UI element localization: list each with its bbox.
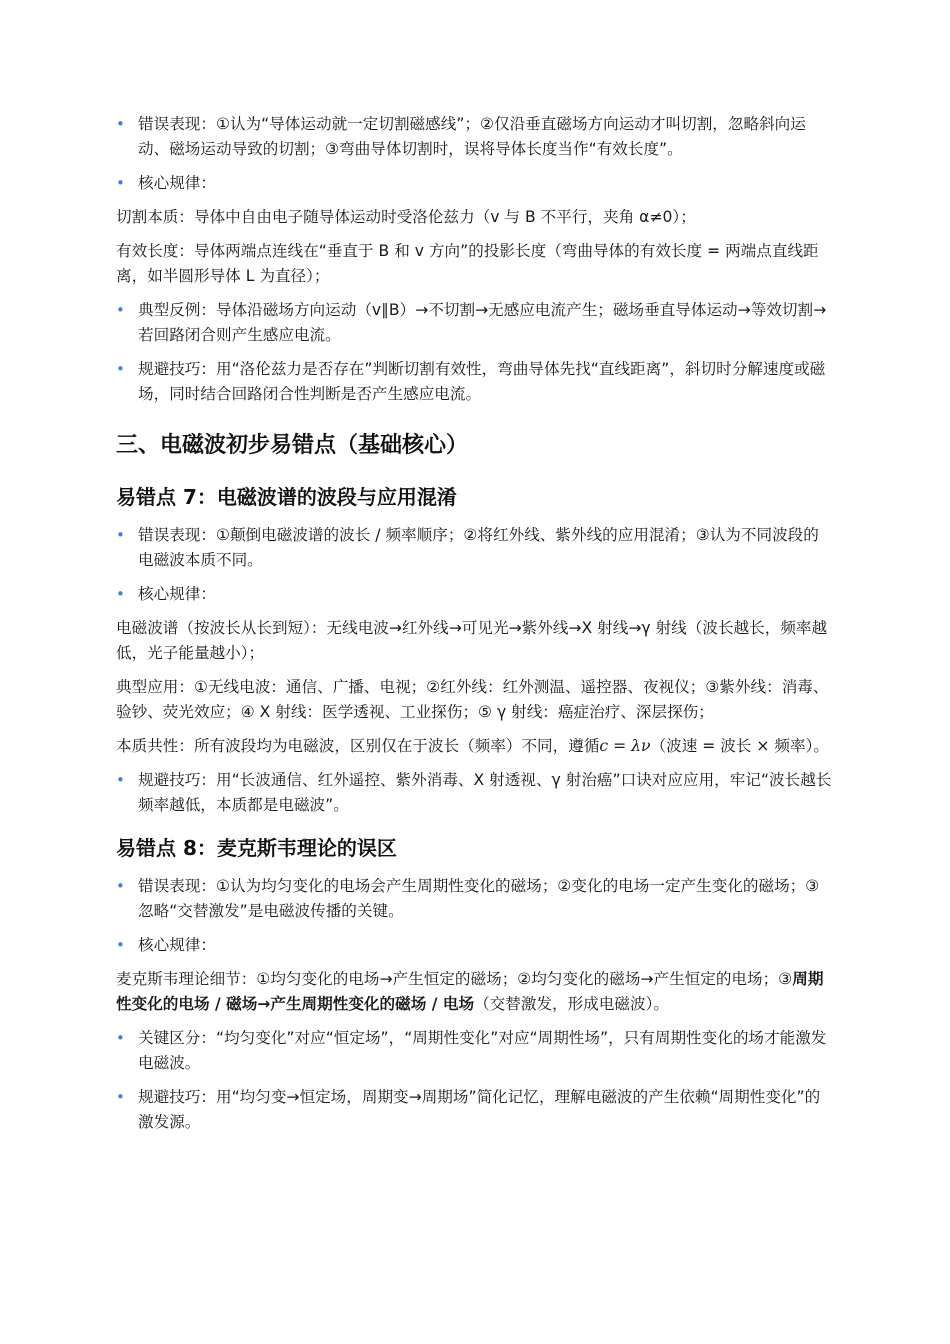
- list-item-error-manifestation: • 错误表现：①认为均匀变化的电场会产生周期性变化的磁场；②变化的电场一定产生变化的磁场；③忽略“交替激发”是电磁波传播的关键。: [116, 874, 834, 924]
- bold-text-segment: 周期性变化的电场 / 磁场→产生周期性变化的磁场 / 电场: [116, 970, 824, 1013]
- subheading-point-7: 易错点 7：电磁波谱的波段与应用混淆: [116, 485, 457, 509]
- list-item-error-manifestation: • 错误表现：①颠倒电磁波谱的波长 / 频率顺序；②将红外线、紫外线的应用混淆；③认为不同波段的电磁波本质不同。: [116, 523, 834, 573]
- list-item-counterexample: • 典型反例：导体沿磁场方向运动（v∥B）→不切割→无感应电流产生；磁场垂直导体运动→等效切割→若回路闭合则产生感应电流。: [116, 298, 834, 348]
- paragraph-effective-length: 有效长度：导体两端点连线在“垂直于 B 和 v 方向”的投影长度（弯曲导体的有效长度 = 两端点直线距离，如半圆形导体 L 为直径）；: [116, 242, 819, 285]
- paragraph-cutting-essence: 切割本质：导体中自由电子随导体运动时受洛伦兹力（v 与 B 不平行，夹角 α≠0）；: [116, 208, 696, 226]
- paragraph-typical-applications: 典型应用：①无线电波：通信、广播、电视；②红外线：红外测温、遥控器、夜视仪；③紫外线：消毒、验钞、荧光效应；④ X 射线：医学透视、工业探伤；⑤ γ 射线：癌症治疗、深层探伤；: [116, 678, 829, 721]
- text-segment: 本质共性：所有波段均为电磁波，区别仅在于波长（频率）不同，遵循: [116, 737, 600, 755]
- section-heading-em-waves: 三、电磁波初步易错点（基础核心）: [116, 433, 469, 458]
- paragraph-em-spectrum: 电磁波谱（按波长从长到短）：无线电波→红外线→可见光→紫外线→X 射线→γ 射线（波长越长，频率越低，光子能量越小）；: [116, 619, 828, 662]
- text-segment: （交替激发，形成电磁波）。: [474, 995, 669, 1013]
- subheading-point-8: 易错点 8：麦克斯韦理论的误区: [116, 836, 397, 860]
- list-item-core-rule: • 核心规律：: [116, 933, 834, 958]
- list-item-error-manifestation: • 错误表现：①认为“导体运动就一定切割磁感线”；②仅沿垂直磁场方向运动才叫切割，忽略斜向运动、磁场运动导致的切割；③弯曲导体切割时，误将导体长度当作“有效长度”。: [116, 112, 834, 162]
- list-item-avoidance-tip: • 规避技巧：用“均匀变→恒定场，周期变→周期场”简化记忆，理解电磁波的产生依赖“周期性变化”的激发源。: [116, 1085, 834, 1135]
- text-segment: 麦克斯韦理论细节：①均匀变化的电场→产生恒定的磁场；②均匀变化的磁场→产生恒定的电场；③: [116, 970, 793, 988]
- list-item-avoidance-tip: • 规避技巧：用“洛伦兹力是否存在”判断切割有效性，弯曲导体先找“直线距离”，斜切时分解速度或磁场，同时结合回路闭合性判断是否产生感应电流。: [116, 357, 834, 407]
- list-item-avoidance-tip: • 规避技巧：用“长波通信、红外遥控、紫外消毒、X 射透视、γ 射治癌”口诀对应应用，牢记“波长越长频率越低，本质都是电磁波”。: [116, 768, 834, 818]
- wave-formula: c = λν: [599, 737, 651, 755]
- document-page: [116, 112, 834, 1144]
- list-item-core-rule: • 核心规律：: [116, 171, 834, 196]
- list-item-key-distinction: • 关键区分：“均匀变化”对应“恒定场”，“周期性变化”对应“周期性场”，只有周期性变化的场才能激发电磁波。: [116, 1026, 834, 1076]
- text-segment: （波速 = 波长 × 频率）。: [650, 737, 830, 755]
- paragraph-maxwell-details: [116, 967, 834, 1017]
- paragraph-common-nature: [116, 734, 834, 759]
- list-item-core-rule: • 核心规律：: [116, 582, 834, 607]
